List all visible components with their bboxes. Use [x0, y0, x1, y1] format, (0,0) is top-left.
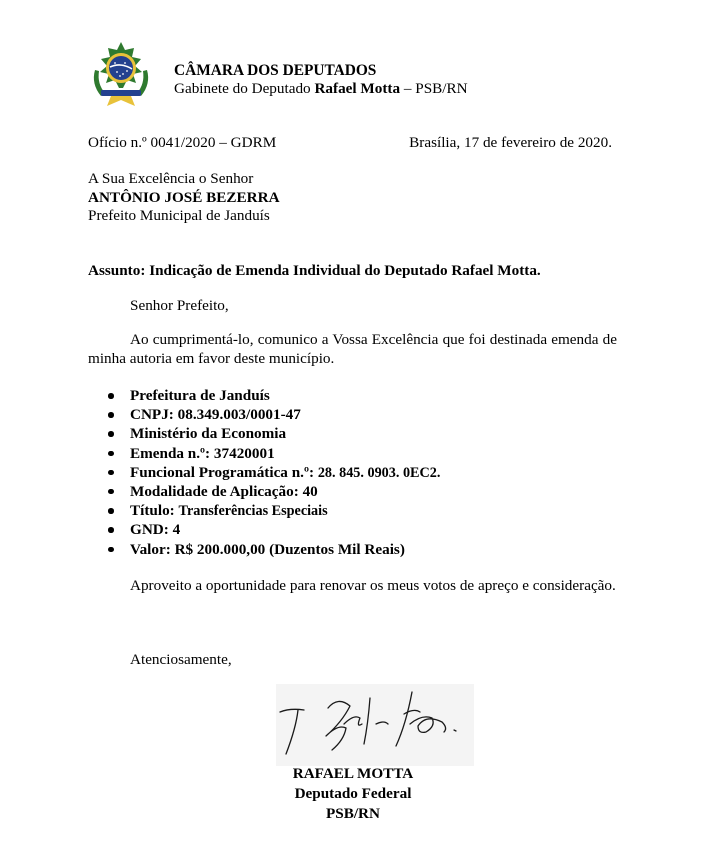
bullet-icon: [108, 489, 114, 495]
item-value: 4: [172, 521, 181, 539]
item-label: Valor:: [130, 540, 175, 558]
item-value: R$ 200.000,00 (Duzentos Mil Reais): [174, 540, 405, 558]
closing-paragraph: Aproveito a oportunidade para renovar os meus votos de apreço e consideração.: [130, 577, 616, 594]
body-paragraph: Ao cumprimentá-lo, comunico a Vossa Excelência que foi destinada emenda de minha autoria em favor deste município.: [88, 331, 617, 367]
subject-line: Assunto: Indicação de Emenda Individual do Deputado Rafael Motta.: [88, 262, 541, 279]
office-line: [174, 79, 468, 98]
item-label: CNPJ:: [130, 406, 178, 424]
item-label: Emenda n.º:: [130, 444, 214, 462]
item-label: Ministério da Economia: [130, 425, 287, 443]
office-prefix: Gabinete do Deputado: [174, 80, 315, 97]
bullet-icon: [108, 451, 114, 457]
list-item: [88, 540, 440, 559]
item-label: GND:: [130, 521, 173, 539]
recipient-name: ANTÔNIO JOSÉ BEZERRA: [88, 189, 280, 206]
item-value: Transferências Especiais: [178, 503, 328, 520]
item-value: 28. 845. 0903. 0EC2.: [317, 464, 441, 481]
letter-reference: Ofício n.º 0041/2020 – GDRM: [88, 134, 277, 151]
list-item: [88, 501, 440, 520]
item-value: 40: [302, 482, 318, 500]
signature-block: [240, 764, 466, 824]
item-value: 08.349.003/0001-47: [177, 406, 301, 424]
list-item: [88, 463, 440, 482]
signer-name: RAFAEL MOTTA: [292, 765, 414, 782]
bullet-icon: [108, 527, 114, 533]
item-label: Funcional Programática n.º:: [130, 463, 318, 481]
bullet-icon: [108, 470, 114, 476]
list-item: [88, 482, 440, 501]
list-item: [88, 405, 440, 424]
bullet-icon: [108, 431, 114, 437]
recipient-title: Prefeito Municipal de Janduís: [88, 207, 270, 224]
item-label: Prefeitura de Janduís: [130, 387, 270, 404]
item-label: Título:: [130, 502, 179, 520]
amendment-details-list: [88, 386, 440, 559]
list-item: [88, 444, 440, 463]
bullet-icon: [108, 393, 114, 399]
recipient-salutation: A Sua Excelência o Senhor: [88, 170, 254, 187]
list-item: [88, 424, 440, 443]
greeting: Senhor Prefeito,: [130, 297, 229, 314]
closing-salutation: Atenciosamente,: [130, 651, 232, 668]
signer-party: PSB/RN: [325, 805, 380, 822]
item-label: Modalidade de Aplicação:: [130, 482, 303, 500]
bullet-icon: [108, 547, 114, 553]
place-date: Brasília, 17 de fevereiro de 2020.: [409, 134, 612, 151]
bullet-icon: [108, 508, 114, 514]
deputy-name: Rafael Motta: [314, 80, 401, 97]
brazil-coat-of-arms-icon: [87, 40, 155, 108]
list-item: [88, 386, 440, 405]
institution-name: CÂMARA DOS DEPUTADOS: [174, 62, 377, 79]
list-item: [88, 520, 440, 539]
item-value: 37420001: [213, 444, 275, 462]
office-suffix: – PSB/RN: [400, 80, 468, 97]
handwritten-signature-icon: [276, 684, 474, 766]
bullet-icon: [108, 412, 114, 418]
signer-role: Deputado Federal: [294, 785, 412, 802]
